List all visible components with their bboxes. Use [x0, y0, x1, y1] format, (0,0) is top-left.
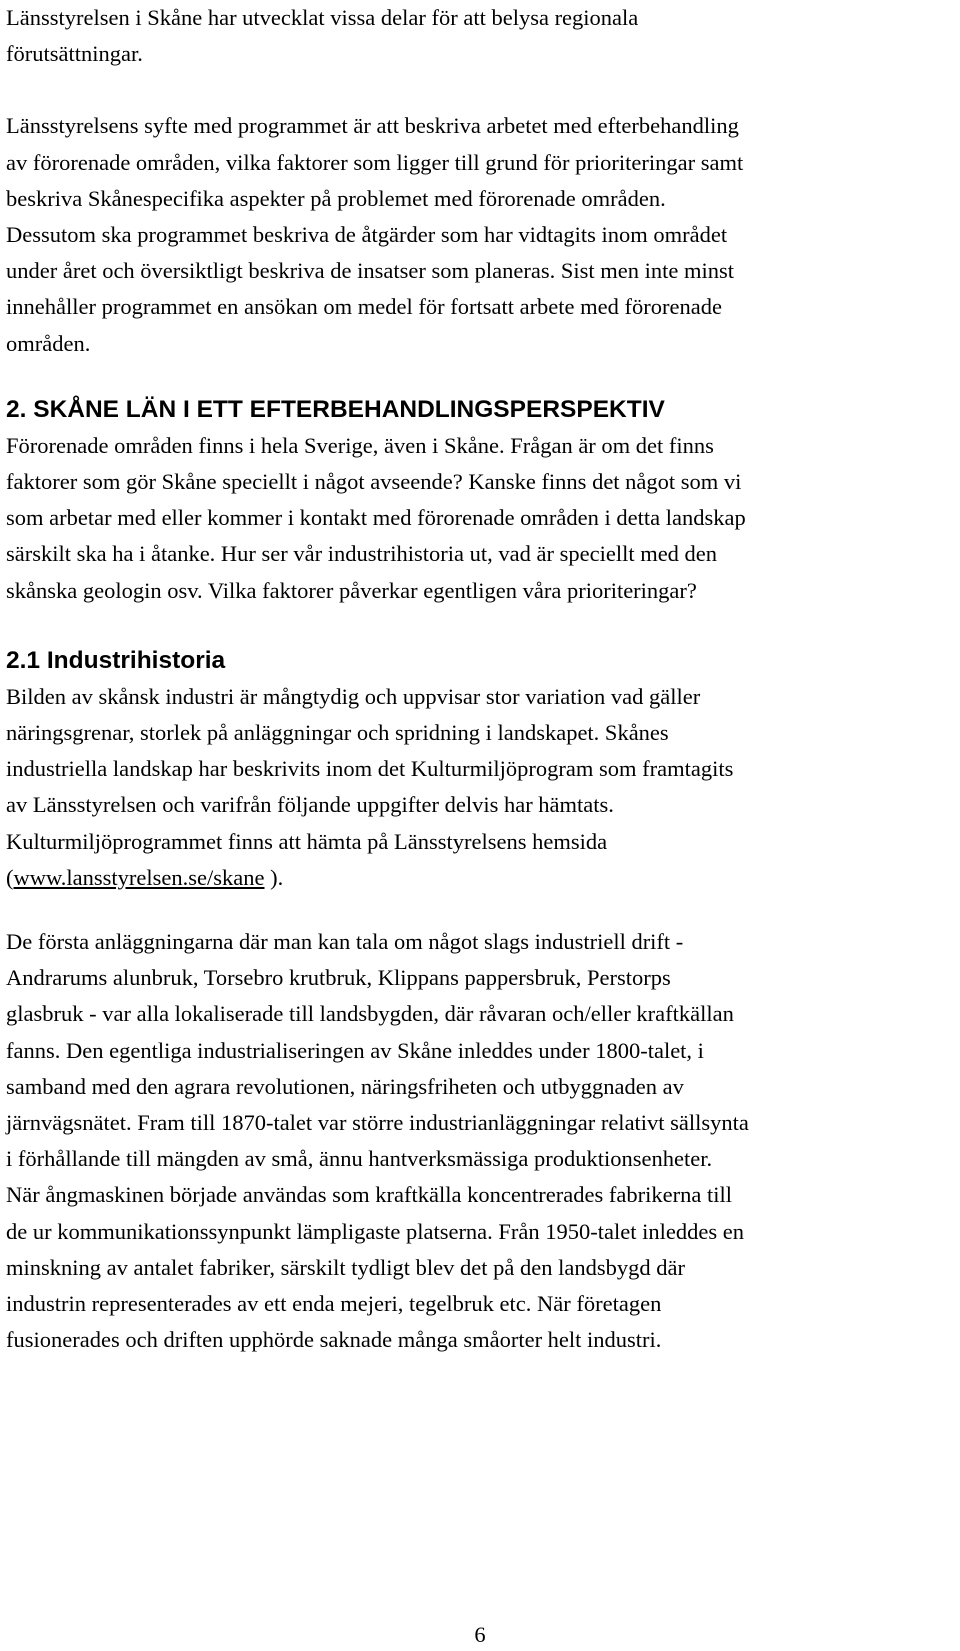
section-spacer: [6, 609, 926, 643]
purpose-paragraph: Länsstyrelsens syfte med programmet är att beskriva arbetet med efterbehandling av förorenade områden, vilka faktorer som ligger till grund för prioriteringar samt beskriva Skånespecifika aspekter på problemet med förorenade områden. Dessutom ska programmet beskriva de åtgärder som har vidtagits inom området under året och översiktligt beskriva de insatser som planeras. Sist men inte minst innehåller programmet en ansökan om medel för fortsatt arbete med förorenade områden.: [6, 113, 744, 356]
industry-history-paragraph: De första anläggningarna där man kan tala om något slags industriell drift - Andrarums alunbruk, Torsebro krutbruk, Klippans pappersbruk, Perstorps glasbruk - var alla lokaliserade till landsbygden, där råvaran och/eller kraftkällan fanns. Den egentliga industrialiseringen av Skåne inleddes under 1800-talet, i samband med den agrara revolutionen, näringsfriheten och utbyggnaden av järnvägsnätet. Fram till 1870-talet var större industrianläggningar relativt sällsynta i förhållande till mängden av små, ännu hantverksmässiga produktionsenheter. När ångmaskinen började användas som kraftkälla koncentrerades fabrikerna till de ur kommunikationssynpunkt lämpligaste platserna. Från 1950-talet inleddes en minskning av antalet fabriker, särskilt tydligt blev det på den landsbygd där industrin representerades av ett enda mejeri, tegelbruk etc. När företagen fusionerades och driften upphörde saknade många småorter helt industri.: [6, 929, 749, 1353]
section-2-heading: 2. SKÅNE LÄN I ETT EFTERBEHANDLINGSPERSPEKTIV: [6, 395, 665, 423]
lansstyrelsen-link[interactable]: www.lansstyrelsen.se/skane: [13, 864, 265, 890]
document-page: [6, 0, 926, 1359]
section-2-paragraph: Förorenade områden finns i hela Sverige, även i Skåne. Frågan är om det finns faktorer som gör Skåne speciellt i något avseende? Kanske finns det något som vi som arbetar med eller kommer i kontakt med förorenade områden i detta landskap särskilt ska ha i åtanke. Hur ser vår industrihistoria ut, vad är speciellt med den skånska geologin osv. Vilka faktorer påverkar egentligen våra prioriteringar?: [6, 432, 746, 603]
intro-paragraph: Länsstyrelsen i Skåne har utvecklat vissa delar för att belysa regionala förutsättningar.: [6, 5, 639, 67]
paragraph-spacer: [6, 72, 926, 108]
paragraph-spacer: [6, 896, 926, 924]
page-number: 6: [474, 1622, 486, 1647]
industry-intro-text: Bilden av skånsk industri är mångtydig och uppvisar stor variation vad gäller näringsgrenar, storlek på anläggningar och spridning i landskapet. Skånes industriella landskap har beskrivits inom det Kulturmiljöprogram som framtagits av Länsstyrelsen och varifrån följande uppgifter delvis har hämtats. Kulturmiljöprogrammet finns att hämta på Länsstyrelsens hemsida (: [6, 683, 734, 890]
industry-intro-paragraph: [6, 679, 926, 896]
section-spacer: [6, 362, 926, 392]
industry-intro-end: ).: [264, 864, 284, 890]
section-2-1-heading: 2.1 Industrihistoria: [6, 646, 226, 674]
